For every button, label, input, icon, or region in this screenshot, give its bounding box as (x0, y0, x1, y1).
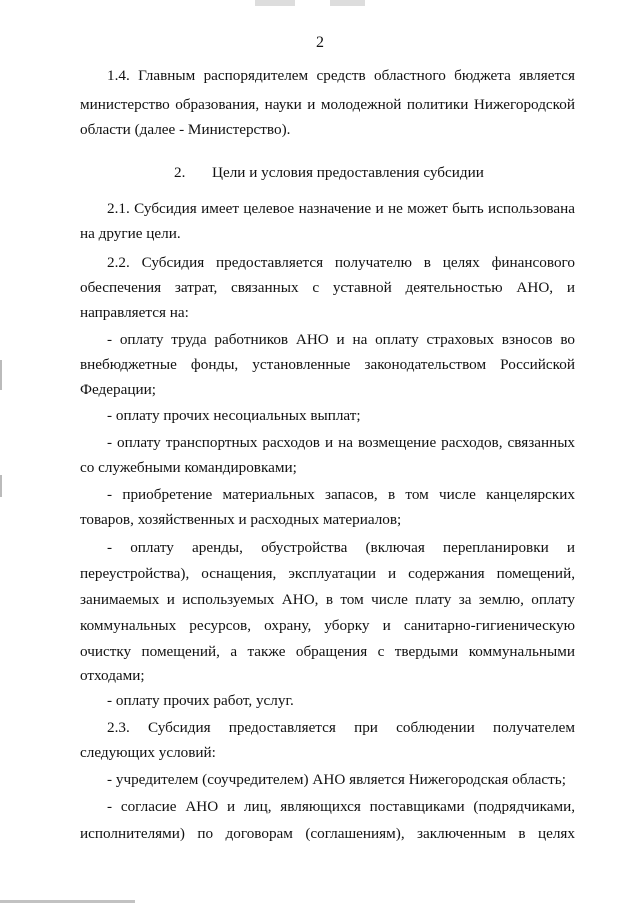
paragraph-line: 2.3. Субсидия предоставляется при соблюдении получателем (107, 719, 575, 736)
list-item-line: занимаемых и используемых АНО, в том числе плату за землю, оплату (80, 591, 575, 608)
list-item-line: со служебными командировками; (80, 459, 297, 476)
paragraph-line: направляется на: (80, 304, 189, 321)
section-heading (174, 163, 484, 183)
list-item-line: - оплату транспортных расходов и на возмещение расходов, связанных (107, 434, 575, 451)
paragraph-line: 2.1. Субсидия имеет целевое назначение и не может быть использована (107, 200, 575, 217)
list-item-line: - приобретение материальных запасов, в том числе канцелярских (107, 486, 575, 503)
paragraph-line: на другие цели. (80, 225, 181, 242)
scan-artifact (0, 475, 2, 497)
list-item-line: очистку помещений, а также обращения с твердыми коммунальными (80, 643, 575, 660)
list-item-line: Федерации; (80, 381, 156, 398)
list-item-line: - оплату аренды, обустройства (включая перепланировки и (107, 539, 575, 556)
section-number: 2. (174, 164, 186, 181)
list-item-line: - оплату прочих несоциальных выплат; (107, 407, 361, 424)
list-item-line: переустройства), оснащения, эксплуатации и содержания помещений, (80, 565, 575, 582)
paragraph-line: следующих условий: (80, 744, 216, 761)
scan-artifact (255, 0, 295, 6)
list-item-line: исполнителями) по договорам (соглашениям), заключенным в целях (80, 825, 575, 842)
paragraph-line: обеспечения затрат, связанных с уставной деятельностью АНО, и (80, 279, 575, 296)
paragraph-line: 2.2. Субсидия предоставляется получателю в целях финансового (107, 254, 575, 271)
list-item-line: - согласие АНО и лиц, являющихся поставщиками (подрядчиками, (107, 798, 575, 815)
paragraph-line: министерство образования, науки и молодежной политики Нижегородской (80, 96, 575, 113)
list-item-line: - учредителем (соучредителем) АНО является Нижегородская область; (107, 771, 566, 788)
scan-artifact (0, 360, 2, 390)
list-item-line: - оплату труда работников АНО и на оплату страховых взносов во (107, 331, 575, 348)
section-title: Цели и условия предоставления субсидии (212, 164, 484, 181)
paragraph-line: 1.4. Главным распорядителем средств областного бюджета является (107, 67, 575, 84)
list-item-line: отходами; (80, 667, 145, 684)
scan-artifact (0, 900, 135, 903)
list-item-line: внебюджетные фонды, установленные законодательством Российской (80, 356, 575, 373)
paragraph-line: области (далее - Министерство). (80, 121, 291, 138)
list-item-line: - оплату прочих работ, услуг. (107, 692, 294, 709)
scan-artifact (330, 0, 365, 6)
page-number: 2 (316, 34, 324, 51)
list-item-line: товаров, хозяйственных и расходных материалов; (80, 511, 402, 528)
list-item-line: коммунальных ресурсов, охрану, уборку и санитарно-гигиеническую (80, 617, 575, 634)
